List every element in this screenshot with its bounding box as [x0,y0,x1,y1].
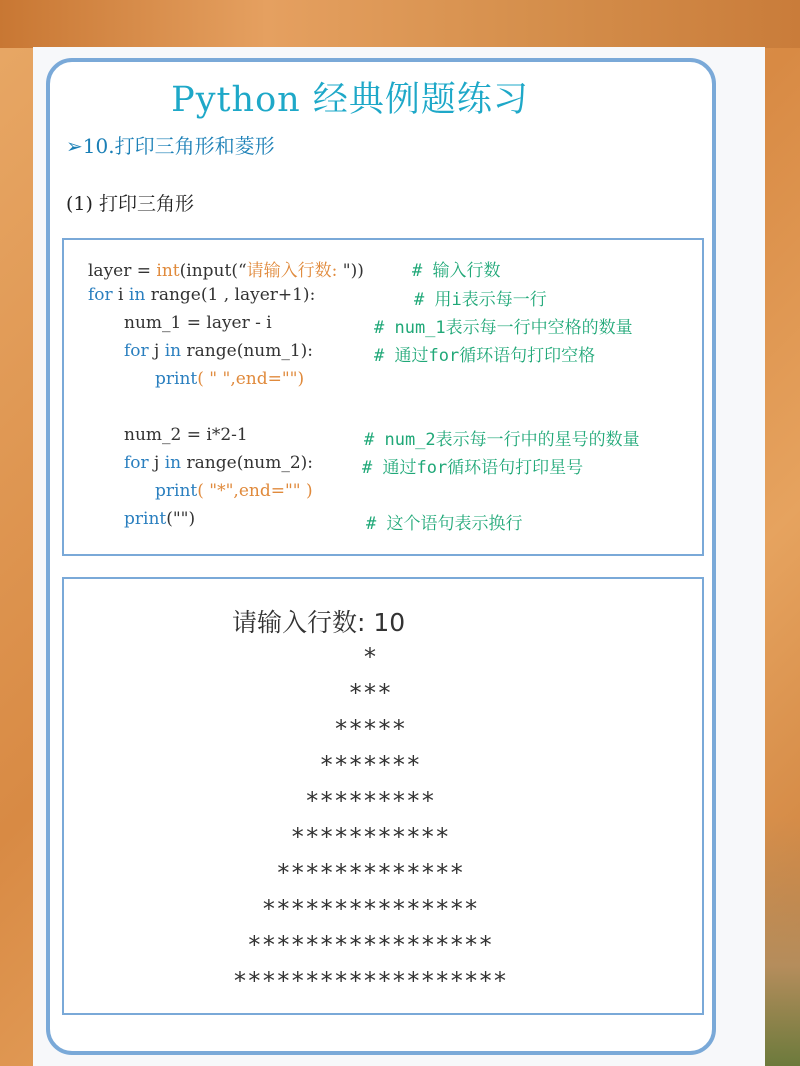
code-token: int [156,261,180,281]
code-comment-6: # num_2表示每一行中的星号的数量 [364,430,640,450]
code-line-3: num_1 = layer - i [124,313,272,333]
output-row: ******************* [232,967,508,995]
code-comment-7: # 通过for循环语句打印星号 [362,458,584,478]
code-line-8 [155,481,313,501]
output-row: ***** [333,715,407,743]
output-row: *********** [290,823,450,851]
code-token: print [155,369,198,389]
code-line-7 [124,453,313,473]
exercise-subtitle: ➢10.打印三角形和菱形 [66,134,275,158]
code-comment-1: # 输入行数 [412,261,501,281]
code-line-1 [88,256,364,281]
output-row: ************* [276,859,464,887]
code-token: print [155,481,198,501]
code-token: i [112,285,129,305]
output-row: *************** [261,895,479,923]
code-line-5 [155,369,304,389]
code-token: range(1 , layer+1): [145,285,316,305]
code-line-2 [88,285,315,305]
output-row: ******* [319,751,421,779]
code-token: layer = [88,261,157,281]
code-line-6: num_2 = i*2-1 [124,425,248,445]
code-token: in [164,453,182,473]
code-comment-4: # 通过for循环语句打印空格 [374,346,596,366]
code-token: ( "*",end="" ) [197,481,313,501]
code-comment-3: # num_1表示每一行中空格的数量 [374,318,633,338]
code-token: j [148,341,165,361]
code-token: ( " ",end="") [197,369,305,389]
code-token: for [124,453,149,473]
output-row: ***************** [247,931,493,959]
code-line-4 [124,341,313,361]
code-token: in [164,341,182,361]
code-line-9 [124,509,195,529]
code-token: ("") [166,509,196,529]
code-token: range(num_2): [181,453,314,473]
code-token: j [148,453,165,473]
code-comment-9: # 这个语句表示换行 [366,514,523,534]
code-token: 请输入行数: [246,261,343,281]
output-row: *** [348,679,392,707]
code-token: for [124,341,149,361]
output-row: ********* [304,787,436,815]
code-token: print [124,509,167,529]
code-token: range(num_1): [181,341,314,361]
page-title: Python 经典例题练习 [171,80,529,120]
background-top [0,0,800,48]
section-heading: (1) 打印三角形 [66,193,194,215]
code-token: for [88,285,113,305]
output-prompt: 请输入行数: 10 [232,608,406,637]
code-comment-2: # 用i表示每一行 [414,290,547,310]
code-token: (input(“ [179,261,247,281]
code-token: ")) [342,261,364,281]
code-token: in [128,285,146,305]
output-row: * [362,643,378,671]
